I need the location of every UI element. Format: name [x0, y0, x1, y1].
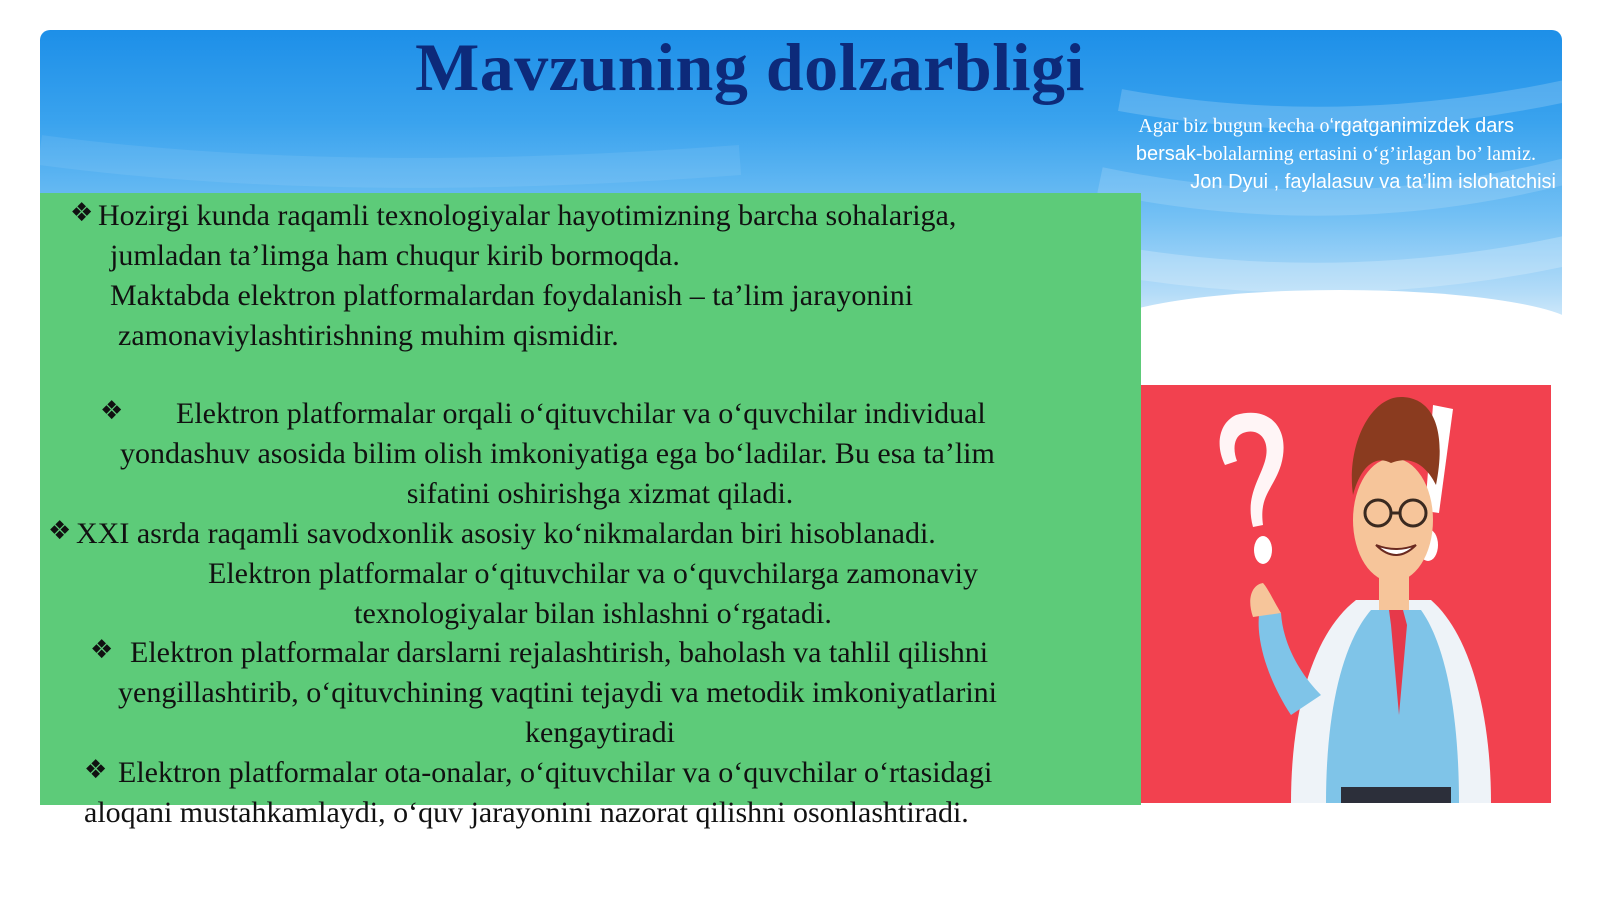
quote-line-2-sans: bersak-: [1135, 143, 1203, 165]
paragraph-4-line-1: [90, 630, 1110, 673]
paragraph-3-line-3: texnologiyalar bilan ishlashni o‘rgatadi.: [354, 597, 832, 630]
slide-title: Mavzuning dolzarbligi: [415, 29, 1085, 105]
illustration-panel: [1141, 385, 1551, 803]
paragraph-1: [70, 193, 1130, 356]
paragraph-2: [100, 391, 1100, 514]
paragraph-2-line-1: [100, 391, 1100, 434]
quote-line-1-serif: Agar biz bugun kecha o: [1138, 115, 1330, 137]
cloud-band: [1100, 290, 1580, 390]
bullet-diamond-icon: ❖: [84, 755, 108, 785]
paragraph-2-text-1: Elektron platformalar orqali o‘qituvchilar va o‘quvchilar individual: [176, 397, 986, 430]
quote-line-2-serif: bolalarning ertasini o‘g’irlagan bo’ lamiz.: [1202, 143, 1536, 165]
paragraph-5-line-1: [84, 750, 1144, 793]
bullet-diamond-icon: ❖: [90, 635, 114, 665]
question-mark-icon: [1220, 413, 1284, 564]
paragraph-2-line-3: sifatini oshirishga xizmat qiladi.: [406, 477, 794, 510]
paragraph-3: [48, 511, 1138, 634]
paragraph-1-line-2: jumladan ta’limga ham chuqur kirib bormoqda.: [110, 239, 680, 272]
quote-author: Jon Dyui , faylalasuv va ta’lim islohatchisi: [1190, 171, 1556, 193]
paragraph-4: [90, 630, 1110, 753]
paragraph-4-line-3: kengaytiradi: [525, 716, 675, 749]
quote-block: [996, 112, 1556, 196]
paragraph-5-text-1: Elektron platformalar ota-onalar, o‘qituvchilar va o‘quvchilar o‘rtasidagi: [118, 756, 993, 789]
paragraph-1-line-4: zamonaviylashtirishning muhim qismidir.: [118, 319, 619, 352]
paragraph-4-line-2: yengillashtirib, o‘qituvchining vaqtini tejaydi va metodik imkoniyatlarini: [118, 676, 998, 709]
paragraph-1-text-1: Hozirgi kunda raqamli texnologiyalar hayotimizning barcha sohalariga,: [98, 199, 957, 232]
quote-line-2: [996, 140, 1556, 168]
paragraph-5: [84, 750, 1144, 833]
paragraph-3-text-1: XXI asrda raqamli savodxonlik asosiy ko‘nikmalardan biri hisoblanadi.: [76, 517, 936, 550]
paragraph-5-line-2: aloqani mustahkamlaydi, o‘quv jarayonini nazorat qilishni osonlashtiradi.: [84, 796, 969, 829]
quote-line-1: [996, 112, 1556, 140]
paragraph-2-line-2: yondashuv asosida bilim olish imkoniyatiga ega bo‘ladilar. Bu esa ta’lim: [120, 437, 995, 470]
confused-man-illustration: [1141, 385, 1551, 803]
paragraph-1-line-1: [70, 193, 1130, 236]
paragraph-3-line-1: [48, 511, 1138, 554]
paragraph-3-line-2: Elektron platformalar o‘qituvchilar va o‘quvchilarga zamonaviy: [208, 557, 978, 590]
bullet-diamond-icon: ❖: [100, 396, 124, 426]
bullet-diamond-icon: ❖: [48, 516, 72, 546]
paragraph-1-line-3: Maktabda elektron platformalardan foydalanish – ta’lim jarayonini: [110, 279, 914, 312]
bullet-diamond-icon: ❖: [70, 198, 94, 228]
paragraph-4-text-1: Elektron platformalar darslarni rejalashtirish, baholash va tahlil qilishni: [130, 636, 989, 669]
quote-line-1-sans: ‘rgatganimizdek dars: [1329, 115, 1514, 137]
